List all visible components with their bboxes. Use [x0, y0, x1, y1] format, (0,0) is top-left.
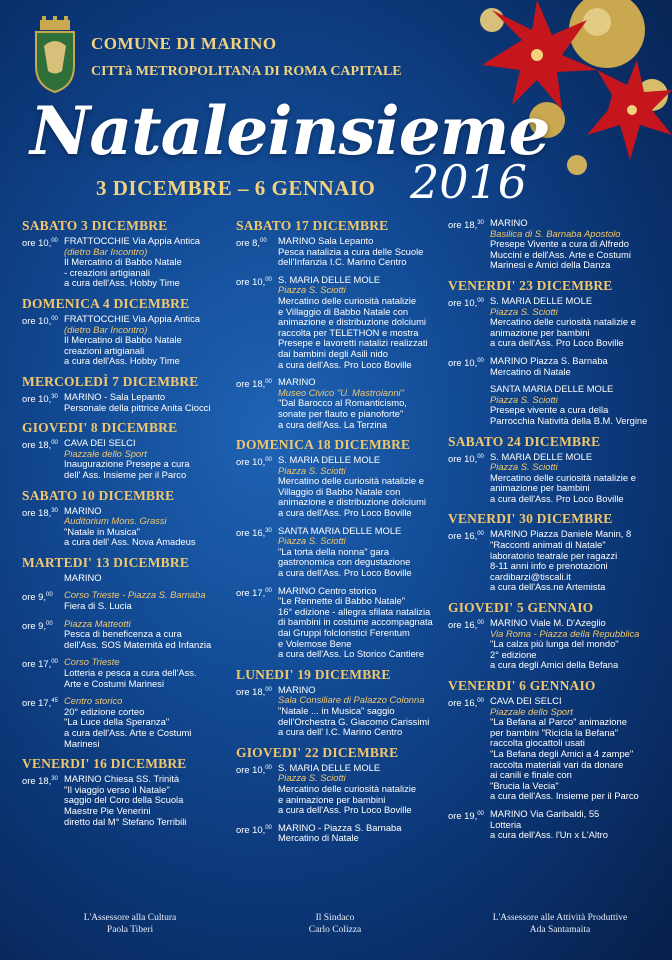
event-line: "La calza più lunga del mondo" [490, 638, 619, 650]
event-line: "Racconti animati di Natale" [490, 539, 606, 551]
event-hour: ore 10, [236, 823, 266, 835]
event-minutes: 00 [477, 698, 484, 704]
event-minutes: 00 [51, 440, 58, 447]
event-line: a cura dell'Ass. Pro Loco Boville [490, 337, 624, 349]
event-line: a cura dell'Ass. Lo Storico Cantiere [278, 648, 425, 660]
event-line: FRATTOCCHIE Via Appia Antica [64, 235, 200, 246]
event-line: a cura dell'Ass. La Terzina [278, 418, 387, 430]
event-line: - creazioni artigianali [64, 266, 150, 278]
event-minutes: 00 [45, 592, 53, 599]
event-line: MARINO [278, 376, 316, 388]
signature-role: Il Sindaco [315, 913, 355, 923]
event-line: a cura dell'Ass. Hobby Time [64, 355, 180, 367]
signature-role: L'Assessore alla Cultura [83, 913, 177, 923]
event-line: a cura dell'Ass. Pro Loco Boville [278, 507, 412, 519]
event-line: cardibarzi@tiscali.it [490, 570, 571, 582]
event-line: raccolta materiali vari da donare [490, 758, 624, 770]
event-minutes: 30 [265, 527, 272, 534]
event-line: SANTA MARIA DELLE MOLE [490, 383, 614, 395]
event-line: animazione per bambini [490, 482, 590, 494]
event-item [236, 275, 448, 370]
event-item [22, 590, 232, 611]
event-item [22, 696, 232, 749]
event-line: "Natale in Musica" [64, 525, 140, 537]
event-line: Centro storico [64, 695, 123, 707]
event-time [448, 296, 490, 349]
event-line: Mercatino delle curiosità natalizie e [490, 471, 636, 483]
event-line: a cura dell'Ass. Hobby Time [64, 277, 180, 289]
event-line: S. MARIA DELLE MOLE [278, 273, 381, 285]
event-line: creazioni artigianali [64, 344, 145, 356]
event-line: 16° edizione - allegra sfilata natalizia [278, 605, 431, 617]
event-time [236, 455, 278, 519]
event-line: e Villaggio di Babbo Natale con [278, 305, 409, 317]
event-line: Mercatino di Natale [490, 365, 571, 377]
event-line: a cura dell'Ass. Pro Loco Boville [278, 567, 412, 579]
event-line: "La torta della nonna" gara [278, 545, 389, 557]
event-minutes: 00 [265, 686, 272, 693]
event-line: a cura dell'Ass. Pro Loco Boville [278, 804, 412, 816]
event-line: per bambini "Ricicla la Befana" [490, 726, 619, 738]
event-line: a cura dell' Ass. Nova Amadeus [64, 536, 196, 548]
event-line: a cura dell'Ass. Insieme per il Parco [490, 790, 639, 802]
event-minutes: 00 [477, 357, 484, 364]
event-line: raccolta per TELETHON e mostra [278, 326, 419, 338]
event-item [448, 384, 666, 426]
event-item [448, 452, 666, 505]
event-line: "La Befana degli Amici a 4 zampe" [490, 747, 634, 759]
event-line: dell'Orchestra G. Giacomo Carissimi [278, 715, 430, 727]
event-item [22, 438, 232, 480]
event-line: Presepe vivente a cura della [490, 404, 609, 416]
event-line: dell' Ass. Insieme per il Parco [64, 468, 187, 480]
event-line: a cura dell'Ass. Pro Loco Boville [278, 358, 412, 370]
event-time [236, 763, 278, 816]
day-heading: SABATO 10 DICEMBRE [22, 487, 175, 503]
event-line: Corso Trieste [64, 656, 120, 668]
event-line: (dietro Bar Incontro) [64, 323, 148, 335]
event-minutes: 00 [45, 620, 53, 627]
event-line: CAVA DEI SELCI [490, 695, 562, 706]
event-hour: ore 18, [22, 439, 52, 451]
event-hour: ore 18, [22, 506, 52, 518]
event-line: a cura dell'Ass. Arte e Costumi [64, 727, 192, 738]
event-time [448, 384, 490, 426]
event-time [236, 823, 278, 844]
event-minutes: 00 [265, 824, 272, 831]
event-line: Mercatino delle curiosità natalizie [278, 294, 417, 306]
event-line: MARINO [64, 571, 102, 583]
event-line: Piazza S. Sciotti [278, 464, 346, 476]
event-item [448, 529, 666, 593]
event-line: sonate per flauto e pianoforte" [278, 407, 404, 419]
event-line: di bambini in costume accompagnata [278, 616, 433, 628]
event-line: Maestre Pie Venerini [64, 804, 151, 816]
event-line: Piazzale dello Sport [490, 705, 573, 717]
event-line: Corso Trieste - Piazza S. Barnaba [64, 589, 206, 601]
event-time [448, 696, 490, 802]
day-heading: DOMENICA 18 DICEMBRE [236, 437, 411, 453]
event-item [236, 377, 448, 430]
event-dates: 3 DICEMBRE – 6 GENNAIO [96, 176, 376, 200]
event-item [236, 823, 448, 844]
event-time [448, 809, 490, 841]
event-line: MARINO - Piazza S. Barnaba [278, 821, 402, 833]
event-minutes: 30 [51, 507, 58, 514]
signature-mayor [280, 912, 390, 936]
event-hour: ore 16, [448, 697, 478, 709]
event-item [22, 506, 232, 548]
event-line: S. MARIA DELLE MOLE [278, 761, 381, 773]
event-time [448, 529, 490, 593]
event-hour: ore 8, [236, 237, 260, 249]
event-item [22, 657, 232, 689]
event-line: dell'Ass. SOS Maternità ed Infanzia [64, 638, 212, 650]
event-line: Marinesi e Amici della Danza [490, 259, 611, 271]
event-hour: ore 16, [448, 530, 478, 542]
day-heading: SABATO 3 DICEMBRE [22, 218, 168, 233]
event-hour: ore 9, [22, 619, 46, 631]
event-time [22, 590, 64, 611]
event-hour: ore 10, [448, 452, 478, 464]
event-hour: ore 10, [236, 456, 266, 468]
event-line: "Le Rennette di Babbo Natale" [278, 595, 406, 607]
event-line: animazione per bambini [490, 326, 590, 338]
event-line: laboratorio teatrale per ragazzi [490, 549, 618, 561]
event-time [448, 356, 490, 377]
day-heading: DOMENICA 4 DICEMBRE [22, 295, 190, 311]
event-minutes: 00 [477, 531, 484, 538]
event-hour: ore 19, [448, 810, 478, 822]
event-line: Muccini e dell'Ass. Arte e Costumi [490, 248, 631, 260]
event-line: animazione e distribuzione dolciumi [278, 496, 426, 508]
event-line: Piazza S. Sciotti [490, 305, 558, 317]
event-minutes: 30 [51, 776, 58, 783]
event-item [448, 696, 666, 802]
signatures [0, 912, 672, 942]
event-minutes: 30 [477, 220, 484, 226]
event-line: animazione e distribuzione dolciumi [278, 316, 426, 328]
event-line: Pesca natalizia a cura delle Scuole [278, 245, 424, 257]
event-minutes: 00 [265, 379, 272, 386]
event-line: Arte e Costumi Marinesi [64, 677, 165, 689]
event-hour: ore 17, [22, 658, 52, 670]
event-line: 2° edizione [490, 648, 537, 660]
event-hour: ore 10, [236, 763, 266, 775]
event-time [22, 696, 64, 749]
event-line: Il Mercatino di Babbo Natale [64, 334, 182, 346]
event-time [448, 218, 490, 271]
day-heading: VENERDI' 16 DICEMBRE [22, 756, 187, 772]
event-line: Via Roma - Piazza della Repubblica [490, 627, 640, 639]
event-line: a cura dell'Ass.ne Artemista [490, 581, 606, 593]
event-item [236, 685, 448, 738]
event-minutes: 00 [265, 457, 272, 464]
day-heading: MERCOLEDÌ 7 DICEMBRE [22, 373, 199, 389]
event-line: "Natale ... in Musica" saggio [278, 704, 395, 716]
event-hour: ore 18, [22, 775, 52, 787]
event-item [448, 618, 666, 671]
day-heading: SABATO 24 DICEMBRE [448, 433, 601, 449]
event-line: a cura dell'Ass. l'Un x L'Altro [490, 829, 608, 841]
event-line: "La Befana al Parco" animazione [490, 716, 627, 728]
event-time [236, 236, 278, 268]
event-line: MARINO Piazza S. Barnaba [490, 354, 608, 366]
municipality-name: COMUNE DI MARINO [91, 34, 277, 53]
event-hour: ore 18, [448, 219, 478, 231]
event-time [22, 438, 64, 480]
event-item [448, 296, 666, 349]
event-line: MARINO - Sala Lepanto [64, 390, 166, 402]
event-line: a cura dell'Ass. Pro Loco Boville [490, 492, 624, 504]
event-time [236, 586, 278, 660]
event-line: Lotteria [490, 818, 522, 830]
event-line: Piazzale dello Sport [64, 447, 147, 459]
event-line: Fiera di S. Lucia [64, 600, 132, 612]
event-line: Mercatino di Natale [278, 832, 359, 844]
event-line: Mercatino delle curiosità natalizie [278, 782, 417, 794]
event-line: (dietro Bar Incontro) [64, 245, 148, 257]
event-line: Mercatino delle curiosità natalizie e [278, 475, 424, 487]
event-line: gastronomica con degustazione [278, 556, 411, 568]
event-item [22, 236, 232, 289]
event-line: a cura degli Amici della Befana [490, 659, 619, 671]
event-line: e animazione per bambini [278, 793, 386, 805]
signature-name: Paola Tiberi [106, 925, 154, 935]
event-line: S. MARIA DELLE MOLE [490, 450, 593, 462]
event-title: Nataleinsieme [30, 92, 550, 170]
event-time [22, 774, 64, 827]
event-time [22, 506, 64, 548]
event-line: a cura dell' I.C. Marino Centro [278, 726, 403, 738]
event-item [236, 526, 448, 579]
event-line: Piazza Matteotti [64, 617, 131, 629]
day-heading: SABATO 17 DICEMBRE [236, 218, 389, 233]
event-line: Museo Civico "U. Mastroianni" [278, 386, 404, 398]
event-item [22, 392, 232, 413]
event-time [236, 275, 278, 370]
event-line: 8-11 anni info e prenotazioni [490, 560, 608, 572]
event-item [448, 356, 666, 377]
event-minutes: 00 [51, 315, 58, 322]
metropolitan-city: CITTà METROPOLITANA DI ROMA CAPITALE [91, 64, 402, 79]
event-line: dai Gruppi folcloristici Ferentum [278, 627, 410, 638]
event-item [236, 763, 448, 816]
event-line: S. MARIA DELLE MOLE [490, 294, 593, 306]
header [0, 0, 672, 210]
event-line: "Brucia la Vecia" [490, 779, 559, 791]
event-minutes: 00 [51, 238, 58, 244]
event-line: Mercatino delle curiosità natalizie e [490, 316, 636, 328]
event-minutes: 45 [51, 698, 58, 705]
event-hour: ore 10, [448, 297, 478, 309]
event-line: MARINO Sala Lepanto [278, 235, 374, 246]
event-line: dell'Infanzia I.C. Marino Centro [278, 256, 407, 268]
signature-culture [60, 912, 200, 936]
schedule-column-1 [22, 218, 232, 834]
event-hour: ore 10, [22, 393, 52, 405]
event-time [22, 392, 64, 413]
event-item [22, 314, 232, 367]
event-line: Piazza S. Sciotti [490, 393, 558, 405]
signature-name: Carlo Colizza [308, 925, 362, 935]
event-time [236, 377, 278, 430]
event-line: raccolta giocattoli usati [490, 737, 585, 749]
event-line: "Dal Barocco al Romanticismo, [278, 397, 407, 409]
event-hour: ore 10, [448, 357, 478, 369]
event-time [448, 618, 490, 671]
event-line: S. MARIA DELLE MOLE [278, 454, 381, 466]
event-minutes: 00 [477, 620, 484, 627]
event-line: Sala Consiliare di Palazzo Colonna [278, 694, 425, 706]
schedule-column-3 [448, 218, 666, 848]
day-heading: GIOVEDI' 8 DICEMBRE [22, 420, 178, 436]
event-line: Presepe Vivente a cura di Alfredo [490, 238, 629, 250]
event-hour: ore 17, [236, 586, 266, 598]
signature-role: L'Assessore alle Attività Produttive [492, 913, 628, 923]
event-line: Personale della pittrice Anita Ciocci [64, 401, 211, 413]
event-hour: ore 16, [236, 526, 266, 538]
event-line: SANTA MARIA DELLE MOLE [278, 524, 402, 536]
event-line: dai bambini degli Asili nido [278, 347, 388, 359]
event-item [236, 455, 448, 519]
event-time [22, 619, 64, 651]
event-line: Pesca di beneficenza a cura [64, 628, 182, 640]
event-minutes: 00 [477, 297, 484, 304]
event-item [236, 586, 448, 660]
event-line: MARINO Via Garibaldi, 55 [490, 807, 600, 819]
event-time [448, 452, 490, 505]
event-year: 2016 [410, 155, 528, 209]
event-line: e Volemose Bene [278, 637, 352, 649]
schedule-column-2 [236, 218, 448, 851]
event-hour: ore 18, [236, 685, 266, 697]
event-minutes: 00 [265, 276, 272, 283]
day-heading: GIOVEDI' 5 GENNAIO [448, 600, 594, 616]
event-item [448, 809, 666, 841]
event-line: Presepe e lavoretti natalizi realizzati [278, 337, 428, 349]
event-time [22, 573, 64, 584]
event-item [22, 774, 232, 827]
event-time [236, 685, 278, 738]
signature-name: Ada Santamaita [529, 925, 591, 935]
event-time [22, 236, 64, 289]
event-line: "Il viaggio verso il Natale" [64, 783, 170, 795]
event-line: Villaggio di Babbo Natale con [278, 485, 401, 497]
event-minutes: 00 [259, 238, 267, 244]
event-hour: ore 9, [22, 591, 46, 603]
event-line: Piazza S. Sciotti [278, 284, 346, 296]
event-item [22, 619, 232, 651]
event-item [448, 218, 666, 271]
event-item [236, 236, 448, 268]
event-minutes: 00 [265, 764, 272, 771]
event-line: Parrocchia Natività della B.M. Vergine [490, 414, 648, 426]
event-line: MARINO [64, 504, 102, 516]
signature-productive [470, 912, 650, 936]
event-line: FRATTOCCHIE Via Appia Antica [64, 312, 200, 324]
event-hour: ore 10, [236, 275, 266, 287]
day-heading: VENERDI' 23 DICEMBRE [448, 277, 613, 293]
event-time [22, 314, 64, 367]
event-line: MARINO [490, 217, 528, 228]
event-minutes: 00 [477, 810, 484, 817]
event-line: "La Luce della Speranza" [64, 716, 170, 728]
event-hour: ore 18, [236, 378, 266, 390]
event-line: Lotteria e pesca a cura dell'Ass. [64, 667, 197, 679]
event-line: Piazza S. Sciotti [490, 461, 558, 473]
event-line: Auditorium Mons. Grassi [64, 515, 167, 527]
event-time [236, 526, 278, 579]
event-time [22, 657, 64, 689]
event-line: MARINO Centro storico [278, 584, 377, 596]
event-minutes: 30 [51, 393, 58, 400]
event-line: MARINO Chiesa SS. Trinità [64, 773, 180, 785]
event-line: diretto dal M° Stefano Terribili [64, 815, 187, 827]
day-heading: VENERDI' 30 DICEMBRE [448, 511, 613, 527]
event-hour: ore 10, [22, 315, 52, 327]
event-minutes: 00 [265, 587, 272, 594]
day-heading: MARTEDI' 13 DICEMBRE [22, 554, 190, 570]
event-hour: ore 10, [22, 237, 52, 249]
event-line: MARINO Viale M. D'Azeglio [490, 617, 606, 629]
coat-of-arms-icon [30, 16, 80, 94]
day-heading: GIOVEDI' 22 DICEMBRE [236, 744, 399, 760]
event-line: 20° edizione corteo [64, 705, 145, 717]
event-line: Piazza S. Sciotti [278, 772, 346, 784]
event-hour: ore 16, [448, 619, 478, 631]
day-heading: LUNEDI' 19 DICEMBRE [236, 666, 391, 682]
event-line: Basilica di S. Barnaba Apostolo [490, 227, 621, 239]
event-line: CAVA DEI SELCI [64, 437, 136, 449]
event-line: MARINO Piazza Daniele Manin, 8 [490, 528, 632, 540]
event-line: saggio del Coro della Scuola [64, 794, 184, 806]
event-minutes: 00 [51, 659, 58, 666]
event-hour: ore 17, [22, 697, 52, 709]
event-line: Piazza S. Sciotti [278, 535, 346, 547]
event-line: MARINO [278, 683, 316, 695]
event-line: Inaugurazione Presepe a cura [64, 458, 190, 470]
day-heading: VENERDI' 6 GENNAIO [448, 678, 596, 693]
event-line: ai canili e finale con [490, 769, 572, 781]
event-item [22, 573, 232, 584]
event-minutes: 00 [477, 453, 484, 460]
event-line: Marinesi [64, 737, 100, 749]
event-line: Il Mercatino di Babbo Natale [64, 256, 182, 268]
